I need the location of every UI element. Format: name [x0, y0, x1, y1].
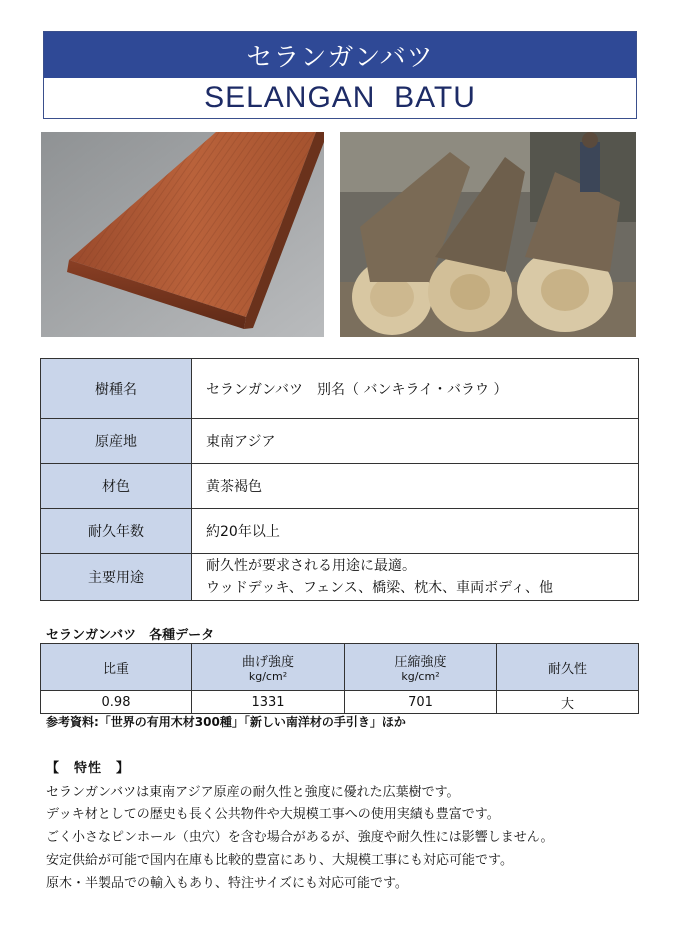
features-heading: 【 特性 】 — [46, 761, 131, 776]
title-japanese: セランガンバツ — [44, 32, 636, 78]
spec-value: 東南アジア — [192, 419, 639, 464]
data-header-bending-strength: 曲げ強度 kg/cm² — [192, 644, 345, 691]
logs-at-sawmill-photo — [340, 132, 636, 337]
spec-value: セランガンバツ 別名（ バンキライ・バラウ ） — [192, 359, 639, 419]
spec-key: 耐久年数 — [41, 509, 192, 554]
spec-row-origin — [41, 419, 639, 464]
feature-line: セランガンバツは東南アジア原産の耐久性と強度に優れた広葉樹です。 — [46, 785, 460, 800]
data-header-durability: 耐久性 — [497, 644, 639, 691]
data-cell: 1331 — [192, 691, 345, 714]
feature-line: ごく小さなピンホール（虫穴）を含む場合があるが、強度や耐久性には影響しません。 — [46, 830, 554, 845]
reference-note: 参考資料:「世界の有用木材300種」「新しい南洋材の手引き」ほか — [46, 715, 406, 729]
spec-row-species — [41, 359, 639, 419]
data-table — [40, 643, 639, 714]
spec-value: 黄茶褐色 — [192, 464, 639, 509]
spec-table — [40, 358, 639, 601]
data-cell: 701 — [345, 691, 497, 714]
spec-value-line2: ウッドデッキ、フェンス、橋梁、枕木、車両ボディ、他 — [206, 580, 554, 596]
spec-row-color — [41, 464, 639, 509]
data-section-title: セランガンバツ 各種データ — [46, 628, 215, 643]
spec-row-main-uses — [41, 554, 639, 601]
data-cell: 0.98 — [41, 691, 192, 714]
data-header-specific-gravity: 比重 — [41, 644, 192, 691]
feature-line: 原木・半製品での輸入もあり、特注サイズにも対応可能です。 — [46, 876, 408, 891]
spec-key: 原産地 — [41, 419, 192, 464]
feature-line: 安定供給が可能で国内在庫も比較的豊富にあり、大規模工事にも対応可能です。 — [46, 853, 513, 868]
sawn-lumber-board-photo — [41, 132, 324, 337]
feature-line: デッキ材としての歴史も長く公共物件や大規模工事への使用実績も豊富です。 — [46, 807, 500, 822]
title-english: SELANGAN BATU — [44, 78, 636, 118]
data-header-compressive-strength: 圧縮強度 kg/cm² — [345, 644, 497, 691]
title-box — [43, 31, 637, 119]
spec-key: 材色 — [41, 464, 192, 509]
data-cell: 大 — [497, 691, 639, 714]
spec-key: 主要用途 — [41, 554, 192, 601]
spec-key: 樹種名 — [41, 359, 192, 419]
spec-value-line1: 耐久性が要求される用途に最適。 — [206, 558, 416, 574]
spec-row-durability-years — [41, 509, 639, 554]
spec-value — [192, 554, 639, 601]
data-row — [41, 691, 639, 714]
spec-value: 約20年以上 — [192, 509, 639, 554]
